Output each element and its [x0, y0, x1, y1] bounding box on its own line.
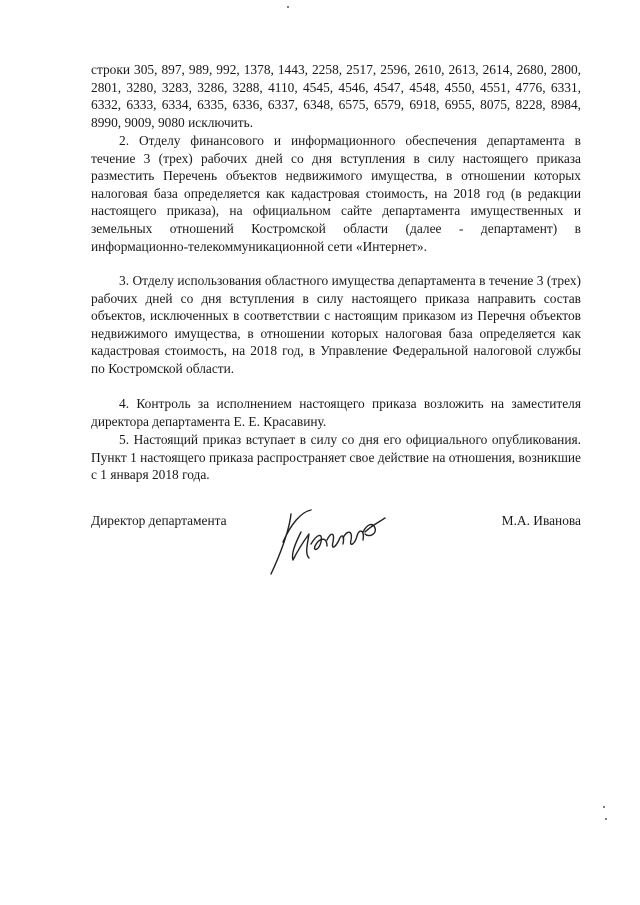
scan-speck [287, 6, 289, 8]
signatory-name: М.А. Иванова [501, 513, 581, 528]
paragraph-4 [91, 395, 581, 430]
handwritten-signature [261, 502, 401, 582]
scan-speck [603, 806, 605, 808]
paragraph-2 [91, 132, 581, 255]
paragraph-3-text: 3. Отделу использования областного имущества департамента в течение 3 (трех) рабочих дней со дня вступления в силу настоящего приказа направить состав объектов, исключенных в соответствии с настоящим приказом из Перечня объектов недвижимого имущества, в отношении которых налоговая база определяется как кадастровая стоимость, на 2018 год, в Управление Федеральной налоговой службы по Костромской области. [91, 273, 581, 376]
paragraph-1-continuation [91, 61, 581, 131]
paragraph-4-text: 4. Контроль за исполнением настоящего приказа возложить на заместителя директора департамента Е. Е. Красавину. [91, 396, 581, 429]
paragraph-5-text: 5. Настоящий приказ вступает в силу со дня его официального опубликования. Пункт 1 настоящего приказа распространяет свое действие на отношения, возникшие с 1 января 2018 года. [91, 432, 581, 483]
signatory-title: Директор департамента [91, 513, 227, 528]
paragraph-2-text: 2. Отделу финансового и информационного обеспечения департамента в течение 3 (трех) рабочих дней со дня вступления в силу настоящего приказа разместить Перечень объектов недвижимого имущества, в отношении которых налоговая база определяется как кадастровая стоимость, на 2018 год (в редакции настоящего приказа), на официальном сайте департамента имущественных и земельных отношений Костромской области (далее - департамент) в информационно-телекоммуникационной сети «Интернет». [91, 133, 581, 254]
scan-speck [605, 818, 607, 820]
paragraph-3 [91, 272, 581, 378]
paragraph-1-text: строки 305, 897, 989, 992, 1378, 1443, 2258, 2517, 2596, 2610, 2613, 2614, 2680, 2800, 2801, 3280, 3283, 3286, 3288, 4110, 4545, 4546, 4547, 4548, 4550, 4551, 4776, 6331, 6332, 6333, 6334, 6335, 6336, 6337, 6348, 6575, 6579, 6918, 6955, 8075, 8228, 8984, 8990, 9009, 9080 исключить. [91, 62, 581, 130]
signature-block [91, 512, 581, 582]
paragraph-5 [91, 431, 581, 484]
